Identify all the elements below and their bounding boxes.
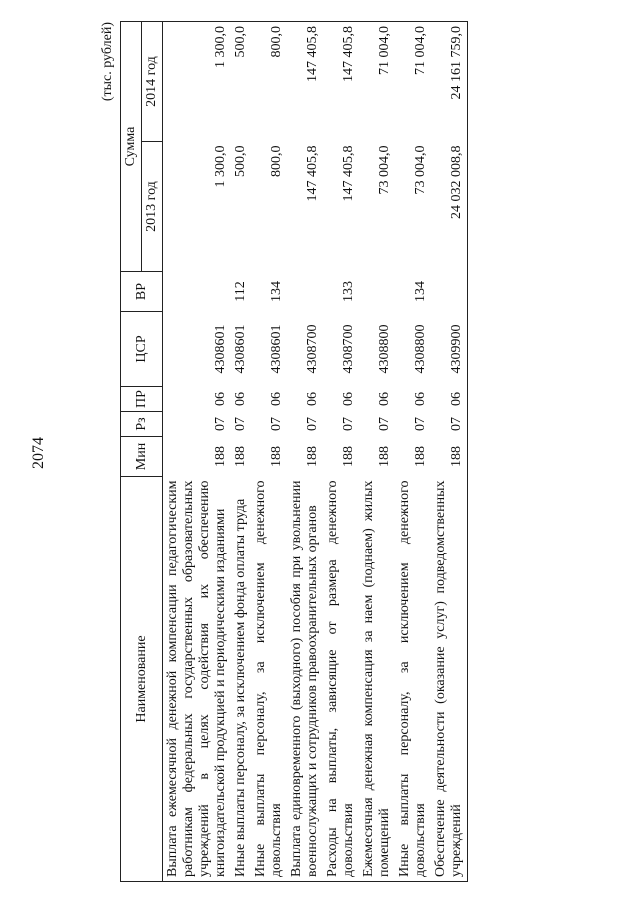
row-2014: 500,0 (231, 22, 251, 142)
row-vr: 112 (233, 281, 248, 302)
table-body (163, 22, 468, 882)
row-pr: 06 (377, 392, 392, 406)
header-2014: 2014 год (142, 22, 163, 142)
row-vr (287, 272, 323, 312)
rotated-page-content (100, 22, 540, 882)
table-row (231, 22, 251, 882)
row-pr: 06 (213, 392, 228, 406)
row-pr: 06 (269, 392, 284, 406)
row-csr: 4308601 (269, 324, 284, 374)
row-rz: 07 (341, 417, 356, 431)
row-rz: 07 (377, 417, 392, 431)
row-name: Ежемесячная денежная компенсация за наем (поднаем) жилых помещений (359, 477, 395, 882)
row-2013: 147 405,8 (305, 145, 320, 202)
row-2013: 500,0 (233, 145, 248, 177)
row-min: 188 (269, 446, 284, 467)
table-row (251, 22, 287, 882)
row-2014: 1 300,0 (163, 22, 232, 142)
row-min: 188 (431, 437, 468, 477)
header-vr: ВР (121, 272, 163, 312)
row-csr: 4308800 (377, 324, 392, 374)
row-pr: 06 (341, 392, 356, 406)
header-name: Наименование (121, 477, 163, 882)
table-row (323, 22, 359, 882)
page-number: 2074 (30, 437, 47, 469)
row-min: 188 (233, 446, 248, 467)
header-pr: ПР (121, 387, 163, 412)
header-rz: Рз (121, 412, 163, 437)
row-rz: 07 (305, 417, 320, 431)
row-rz: 07 (413, 417, 428, 431)
table-row (287, 22, 323, 882)
table-row (431, 22, 468, 882)
row-rz: 07 (233, 417, 248, 431)
row-2014: 71 004,0 (395, 22, 431, 142)
header-sum: Сумма (121, 22, 142, 272)
row-2013: 1 300,0 (213, 145, 228, 188)
row-min: 188 (413, 446, 428, 467)
row-name: Выплата единовременного (выходного) пособия при увольнении военнослужащих и сотрудников правоохранительных органов (287, 477, 323, 882)
row-min: 188 (341, 446, 356, 467)
table-header (121, 22, 163, 882)
row-name: Обеспечение деятельности (оказание услуг) подведомственных учреждений (431, 477, 468, 882)
table-row (359, 22, 395, 882)
row-vr: 133 (341, 281, 356, 302)
header-min: Мин (121, 437, 163, 477)
row-2014: 24 161 759,0 (431, 22, 468, 142)
row-name: Иные выплаты персоналу, за исключением денежного довольствия (395, 477, 431, 882)
row-rz: 07 (213, 417, 228, 431)
row-2014: 147 405,8 (287, 22, 323, 142)
row-name: Выплата ежемесячной денежной компенсации педагогическим работникам федеральных государственных образовательных учреждений в целях содействия их обеспечению книгоиздательской продукцией и периодическими изданиями (163, 477, 232, 882)
budget-table (120, 21, 468, 882)
row-csr: 4308601 (213, 324, 228, 374)
row-csr: 4308800 (413, 324, 428, 374)
row-name: Иные выплаты персоналу, за исключением денежного довольствия (251, 477, 287, 882)
row-vr (163, 272, 232, 312)
row-csr: 4308700 (305, 324, 320, 374)
row-2013: 73 004,0 (413, 145, 428, 195)
row-vr: 134 (413, 281, 428, 302)
row-pr: 06 (431, 387, 468, 412)
row-2013: 800,0 (269, 145, 284, 177)
row-pr: 06 (413, 392, 428, 406)
row-2013: 24 032 008,8 (431, 142, 468, 272)
row-2014: 147 405,8 (323, 22, 359, 142)
row-pr: 06 (305, 392, 320, 406)
units-label: (тыс. рублей) (100, 22, 115, 102)
row-2013: 73 004,0 (377, 145, 392, 195)
row-2014: 71 004,0 (359, 22, 395, 142)
row-2014: 800,0 (251, 22, 287, 142)
row-pr: 06 (233, 392, 248, 406)
row-name: Иные выплаты персоналу, за исключением фонда оплаты труда (231, 477, 251, 882)
table-row (395, 22, 431, 882)
table-row (163, 22, 232, 882)
row-min: 188 (377, 446, 392, 467)
row-name: Расходы на выплаты, зависящие от размера денежного довольствия (323, 477, 359, 882)
row-rz: 07 (269, 417, 284, 431)
row-vr: 134 (269, 281, 284, 302)
row-csr: 4309900 (431, 312, 468, 387)
row-2013: 147 405,8 (341, 145, 356, 202)
row-vr (359, 272, 395, 312)
row-min: 188 (305, 446, 320, 467)
header-2013: 2013 год (142, 142, 163, 272)
row-csr: 4308601 (233, 324, 248, 374)
row-vr (431, 272, 468, 312)
row-csr: 4308700 (341, 324, 356, 374)
row-min: 188 (213, 446, 228, 467)
header-csr: ЦСР (121, 312, 163, 387)
row-rz: 07 (431, 412, 468, 437)
